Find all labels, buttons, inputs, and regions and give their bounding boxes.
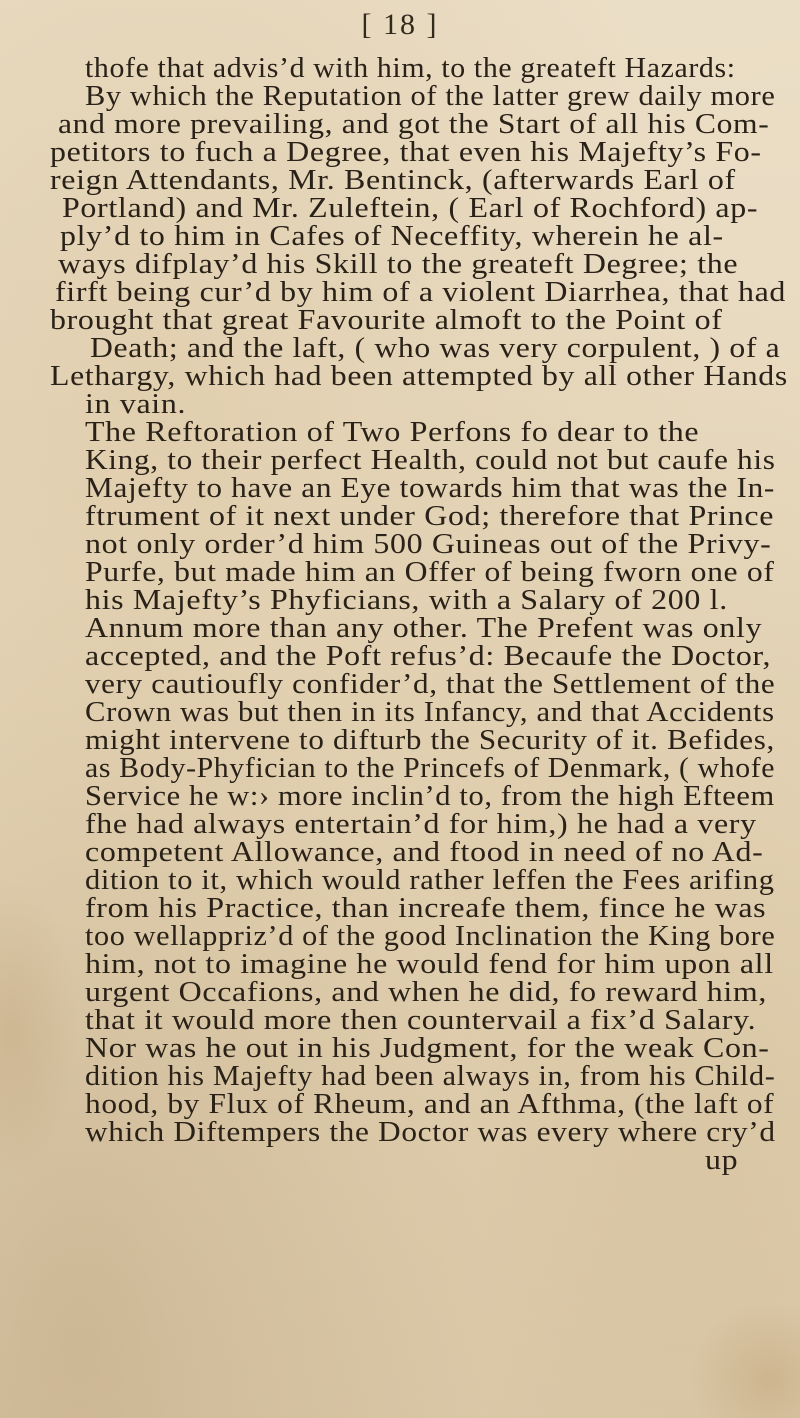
text-line: reign Attendants, Mr. Bentinck, (afterwards Earl of xyxy=(50,165,736,196)
text-line: Crown was but then in its Infancy, and that Accidents xyxy=(85,697,775,728)
text-line: Purfe, but made him an Offer of being fworn one of xyxy=(85,557,775,588)
text-line: up xyxy=(705,1145,739,1176)
text-line: his Majefty’s Phyficians, with a Salary of 200 l. xyxy=(85,585,728,616)
text-line: urgent Occafions, and when he did, fo reward him, xyxy=(85,977,768,1008)
text-line: which Diftempers the Doctor was every where cry’d xyxy=(85,1117,776,1148)
text-line: brought that great Favourite almoft to the Point of xyxy=(50,305,723,336)
text-line: too wellappriz’d of the good Inclination the King bore xyxy=(85,921,776,952)
text-line: firft being cur’d by him of a violent Diarrhea, that had xyxy=(55,277,787,308)
text-line: very cautioufly confider’d, that the Settlement of the xyxy=(85,669,776,700)
text-line: King, to their perfect Health, could not but caufe his xyxy=(85,445,776,476)
text-line: thofe that advis’d with him, to the greateft Hazards: xyxy=(85,53,736,84)
text-line: ways difplay’d his Skill to the greateft Degree; the xyxy=(58,249,739,280)
text-line: accepted, and the Poft refus’d: Becaufe the Doctor, xyxy=(85,641,772,672)
paper-stain xyxy=(690,1300,800,1418)
text-line: Annum more than any other. The Prefent was only xyxy=(85,613,763,644)
text-line: petitors to fuch a Degree, that even his Majefty’s Fo- xyxy=(50,137,762,168)
text-line: him, not to imagine he would fend for him upon all xyxy=(85,949,774,980)
text-line: Nor was he out in his Judgment, for the weak Con- xyxy=(85,1033,770,1064)
text-line: The Reftoration of Two Perfons fo dear to the xyxy=(85,417,700,448)
text-line: from his Practice, than increafe them, fince he was xyxy=(85,893,767,924)
text-line: Death; and the laft, ( who was very corpulent, ) of a xyxy=(90,333,781,364)
text-line: ply’d to him in Cafes of Neceffity, wherein he al- xyxy=(60,221,724,252)
text-line: ftrument of it next under God; therefore that Prince xyxy=(85,501,775,532)
text-line: Majefty to have an Eye towards him that was the In- xyxy=(85,473,775,504)
text-line: competent Allowance, and ftood in need of no Ad- xyxy=(85,837,764,868)
text-line: Portland) and Mr. Zuleftein, ( Earl of Rochford) ap- xyxy=(62,193,759,224)
text-line: that it would more then countervail a fix’d Salary. xyxy=(85,1005,757,1036)
text-line: hood, by Flux of Rheum, and an Afthma, (the laft of xyxy=(85,1089,775,1120)
text-line: Service he w:› more inclin’d to, from the high Efteem xyxy=(85,781,775,812)
text-line: and more prevailing, and got the Start of all his Com- xyxy=(58,109,770,140)
text-line: dition his Majefty had been always in, from his Child- xyxy=(85,1061,776,1092)
text-line: not only order’d him 500 Guineas out of the Privy- xyxy=(85,529,772,560)
text-line: By which the Reputation of the latter grew daily more xyxy=(85,81,776,112)
text-line: Lethargy, which had been attempted by all other Hands xyxy=(50,361,788,392)
text-line: might intervene to difturb the Security of it. Befides, xyxy=(85,725,775,756)
text-line: in vain. xyxy=(85,389,187,420)
page-number: [ 18 ] xyxy=(361,8,439,41)
text-line: as Body-Phyfician to the Princefs of Denmark, ( whofe xyxy=(85,753,776,784)
text-line: dition to it, which would rather leffen the Fees arifing xyxy=(85,865,775,896)
paper-stain xyxy=(0,880,80,1180)
text-line: fhe had always entertain’d for him,) he had a very xyxy=(85,809,757,840)
